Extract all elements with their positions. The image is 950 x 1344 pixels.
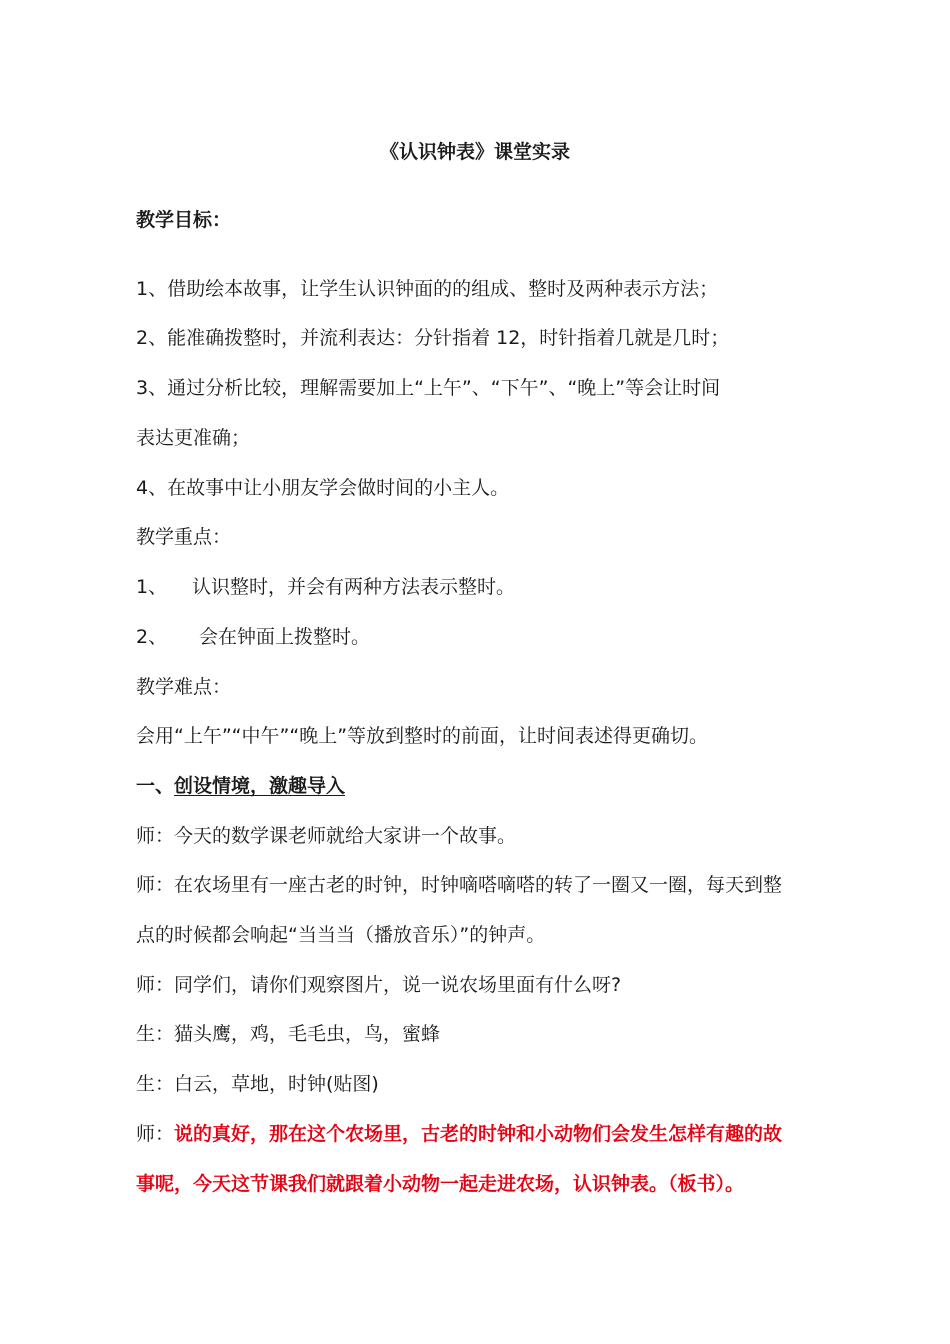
key-point-text: 会在钟面上拨整时。 (199, 626, 371, 648)
document-title: 《认识钟表》课堂实录 (379, 141, 570, 163)
key-points-heading: 教学重点： (136, 526, 232, 548)
section-title: 创设情境，激趣导入 (174, 775, 346, 797)
dialogue-line: 生：猫头鹰，鸡，毛毛虫，鸟，蜜蜂 (136, 1023, 441, 1045)
section-number: 一、 (136, 775, 175, 797)
dialogue-line: 生：白云，草地，时钟(贴图) (136, 1073, 379, 1095)
difficulty-text: 会用“上午”“中午”“晚上”等放到整时的前面，让时间表述得更确切。 (136, 725, 709, 747)
dialogue-line: 师：同学们，请你们观察图片，说一说农场里面有什么呀? (136, 974, 622, 996)
key-point-text: 认识整时，并会有两种方法表示整时。 (192, 576, 516, 598)
dialogue-line-highlighted (136, 1121, 826, 1147)
highlighted-text: 说的真好，那在这个农场里，古老的时钟和小动物们会发生怎样有趣的故 (174, 1123, 783, 1145)
dialogue-line: 师：在农场里有一座古老的时钟，时钟嘀嗒嘀嗒的转了一圈又一圈，每天到整 (136, 874, 783, 896)
objective-item-continuation: 表达更准确； (136, 427, 251, 449)
speaker-label: 师： (136, 1123, 175, 1145)
section-heading (136, 773, 826, 799)
objective-item: 3、通过分析比较，理解需要加上“上午”、“下午”、“晚上”等会让时间 (136, 377, 721, 399)
objective-item: 1、借助绘本故事，让学生认识钟面的的组成、整时及两种表示方法； (136, 278, 719, 300)
key-point-number: 1、 (136, 576, 168, 598)
dialogue-line-continuation: 点的时候都会响起“当当当（播放音乐）”的钟声。 (136, 924, 546, 946)
key-point-number: 2、 (136, 626, 168, 648)
highlighted-text-continuation: 事呢，今天这节课我们就跟着小动物一起走进农场，认识钟表。（板书）。 (136, 1173, 745, 1195)
key-point-item (136, 574, 826, 600)
key-point-item (136, 624, 826, 650)
objectives-heading: 教学目标： (136, 209, 232, 231)
objective-item: 2、能准确拨整时，并流利表达：分针指着 12，时针指着几就是几时； (136, 327, 730, 349)
objective-item: 4、在故事中让小朋友学会做时间的小主人。 (136, 477, 510, 499)
difficulty-heading: 教学难点： (136, 676, 232, 698)
dialogue-line: 师：今天的数学课老师就给大家讲一个故事。 (136, 825, 517, 847)
